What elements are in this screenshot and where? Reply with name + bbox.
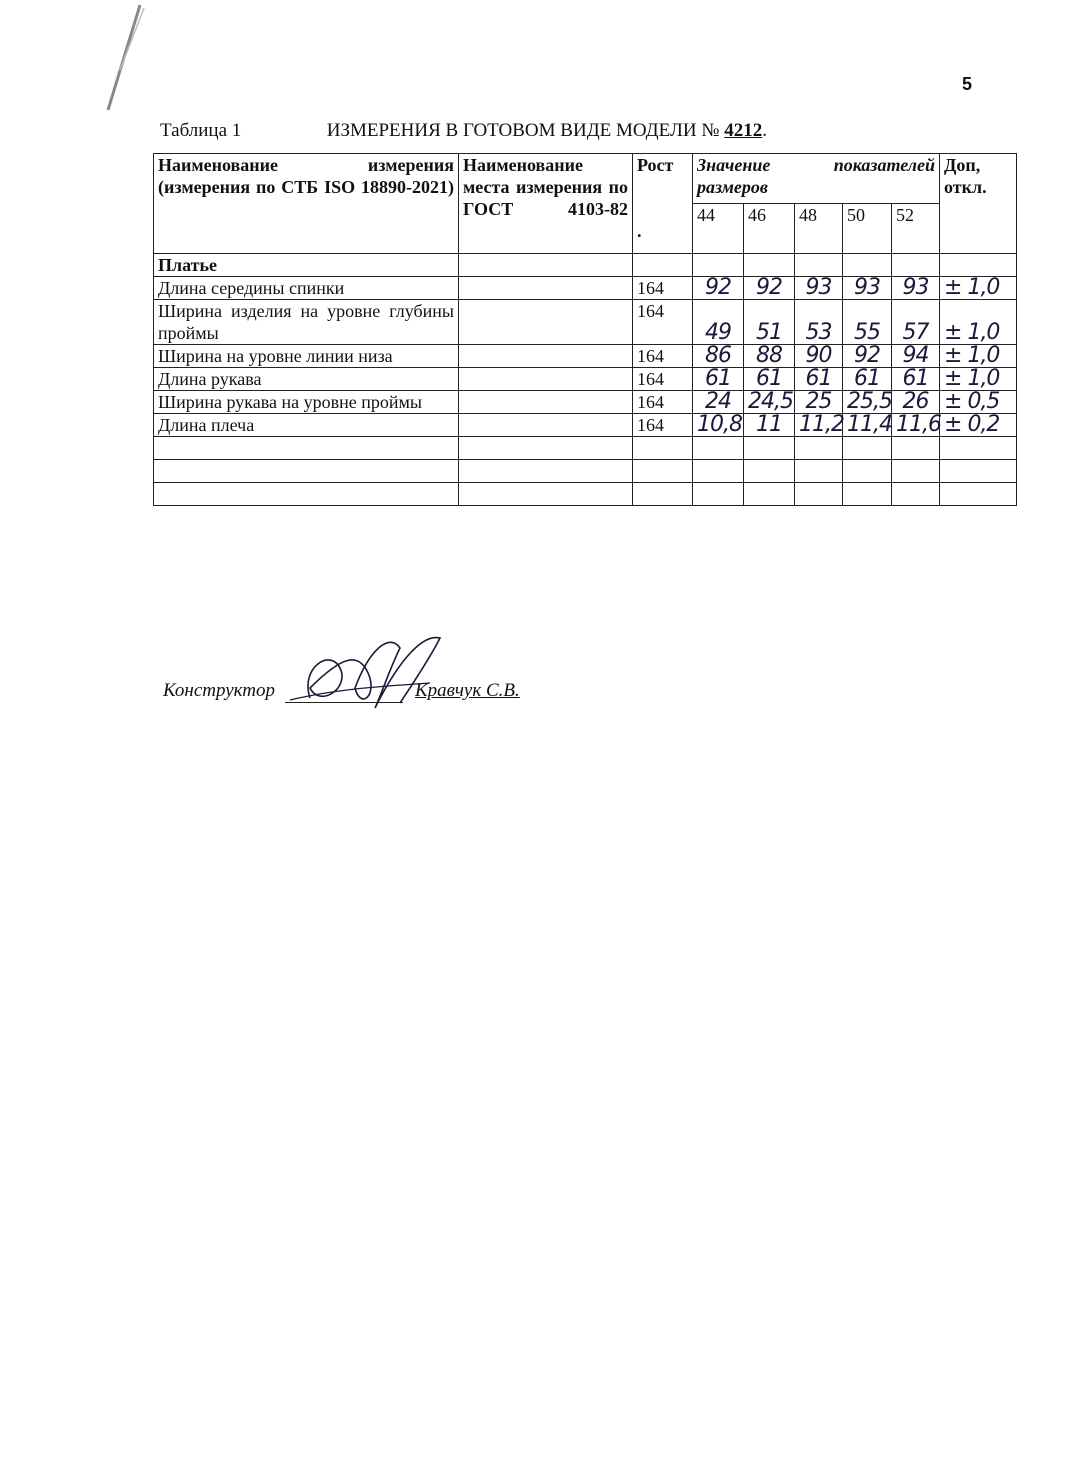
height-value: 164	[633, 345, 693, 368]
measurement-name: Ширина изделия на уровне глубины проймы	[154, 300, 459, 345]
size-value: 86	[693, 345, 744, 368]
signature-block	[163, 680, 663, 740]
size-value: 61	[693, 368, 744, 391]
size-header: 48	[795, 204, 843, 254]
size-value: 61	[843, 368, 892, 391]
tolerance-value: ± 1,0	[940, 368, 1017, 391]
table-label: Таблица 1	[160, 120, 242, 141]
height-value: 164	[633, 391, 693, 414]
empty-row	[154, 483, 1017, 506]
measurement-place	[459, 391, 633, 414]
size-value: 11,6	[892, 414, 940, 437]
measurement-place	[459, 368, 633, 391]
signature-name: Кравчук С.В.	[415, 680, 520, 701]
measurement-name: Длина середины спинки	[154, 277, 459, 300]
table-row	[154, 345, 1017, 368]
size-value: 94	[892, 345, 940, 368]
model-number: 4212	[724, 120, 763, 141]
size-value: 61	[892, 368, 940, 391]
height-value: 164	[633, 300, 693, 345]
empty-row	[154, 460, 1017, 483]
size-value: 11,2	[795, 414, 843, 437]
header-height	[633, 154, 693, 254]
measurement-place	[459, 277, 633, 300]
tolerance-value: ± 0,2	[940, 414, 1017, 437]
measurement-place	[459, 300, 633, 345]
caption-end: .	[762, 120, 767, 141]
table-caption	[160, 120, 860, 142]
size-value: 53	[795, 300, 843, 345]
size-value: 61	[795, 368, 843, 391]
size-value: 88	[744, 345, 795, 368]
size-value: 25,5	[843, 391, 892, 414]
header-tolerance: Доп, откл.	[940, 154, 1017, 254]
size-value: 51	[744, 300, 795, 345]
size-value: 11,4	[843, 414, 892, 437]
height-value: 164	[633, 277, 693, 300]
size-value: 92	[693, 277, 744, 300]
table-row	[154, 414, 1017, 437]
table-row	[154, 300, 1017, 345]
size-value: 11	[744, 414, 795, 437]
size-value: 93	[795, 277, 843, 300]
size-value: 24,5	[744, 391, 795, 414]
size-value: 49	[693, 300, 744, 345]
table-row	[154, 368, 1017, 391]
tolerance-value: ± 1,0	[940, 345, 1017, 368]
header-place: Наименование места измерения по ГОСТ 4103-82	[459, 154, 633, 254]
signature-role: Конструктор	[163, 680, 276, 701]
size-value: 10,8	[693, 414, 744, 437]
size-value: 26	[892, 391, 940, 414]
signature-line	[285, 702, 403, 703]
header-sizes-group: Значение показателей размеров	[693, 154, 940, 204]
size-value: 92	[843, 345, 892, 368]
size-value: 25	[795, 391, 843, 414]
tolerance-value: ± 1,0	[940, 300, 1017, 345]
size-value: 24	[693, 391, 744, 414]
size-header: 46	[744, 204, 795, 254]
section-title: Платье	[154, 254, 459, 277]
height-value: 164	[633, 368, 693, 391]
size-value: 57	[892, 300, 940, 345]
measurement-name: Ширина на уровне линии низа	[154, 345, 459, 368]
measurement-name: Длина рукава	[154, 368, 459, 391]
table-row	[154, 277, 1017, 300]
tolerance-value: ± 0,5	[940, 391, 1017, 414]
size-value: 90	[795, 345, 843, 368]
height-value: 164	[633, 414, 693, 437]
size-value: 61	[744, 368, 795, 391]
measurements-table	[153, 153, 1017, 506]
measurement-name: Ширина рукава на уровне проймы	[154, 391, 459, 414]
size-header: 44	[693, 204, 744, 254]
size-value: 93	[843, 277, 892, 300]
table-title: ИЗМЕРЕНИЯ В ГОТОВОМ ВИДЕ МОДЕЛИ №	[326, 120, 720, 141]
size-value: 55	[843, 300, 892, 345]
tolerance-value: ± 1,0	[940, 277, 1017, 300]
measurement-name: Длина плеча	[154, 414, 459, 437]
measurement-place	[459, 414, 633, 437]
table-row	[154, 391, 1017, 414]
header-height-mark: .	[637, 221, 642, 241]
size-header: 52	[892, 204, 940, 254]
scan-edge-mark	[100, 0, 160, 130]
header-measurement: Наименование измерения (измерения по СТБ ISO 18890-2021)	[154, 154, 459, 254]
empty-row	[154, 437, 1017, 460]
size-header: 50	[843, 204, 892, 254]
size-value: 92	[744, 277, 795, 300]
page-number: 5	[962, 74, 973, 94]
size-value: 93	[892, 277, 940, 300]
section-row	[154, 254, 1017, 277]
header-height-label: Рост	[637, 155, 674, 175]
measurement-place	[459, 345, 633, 368]
